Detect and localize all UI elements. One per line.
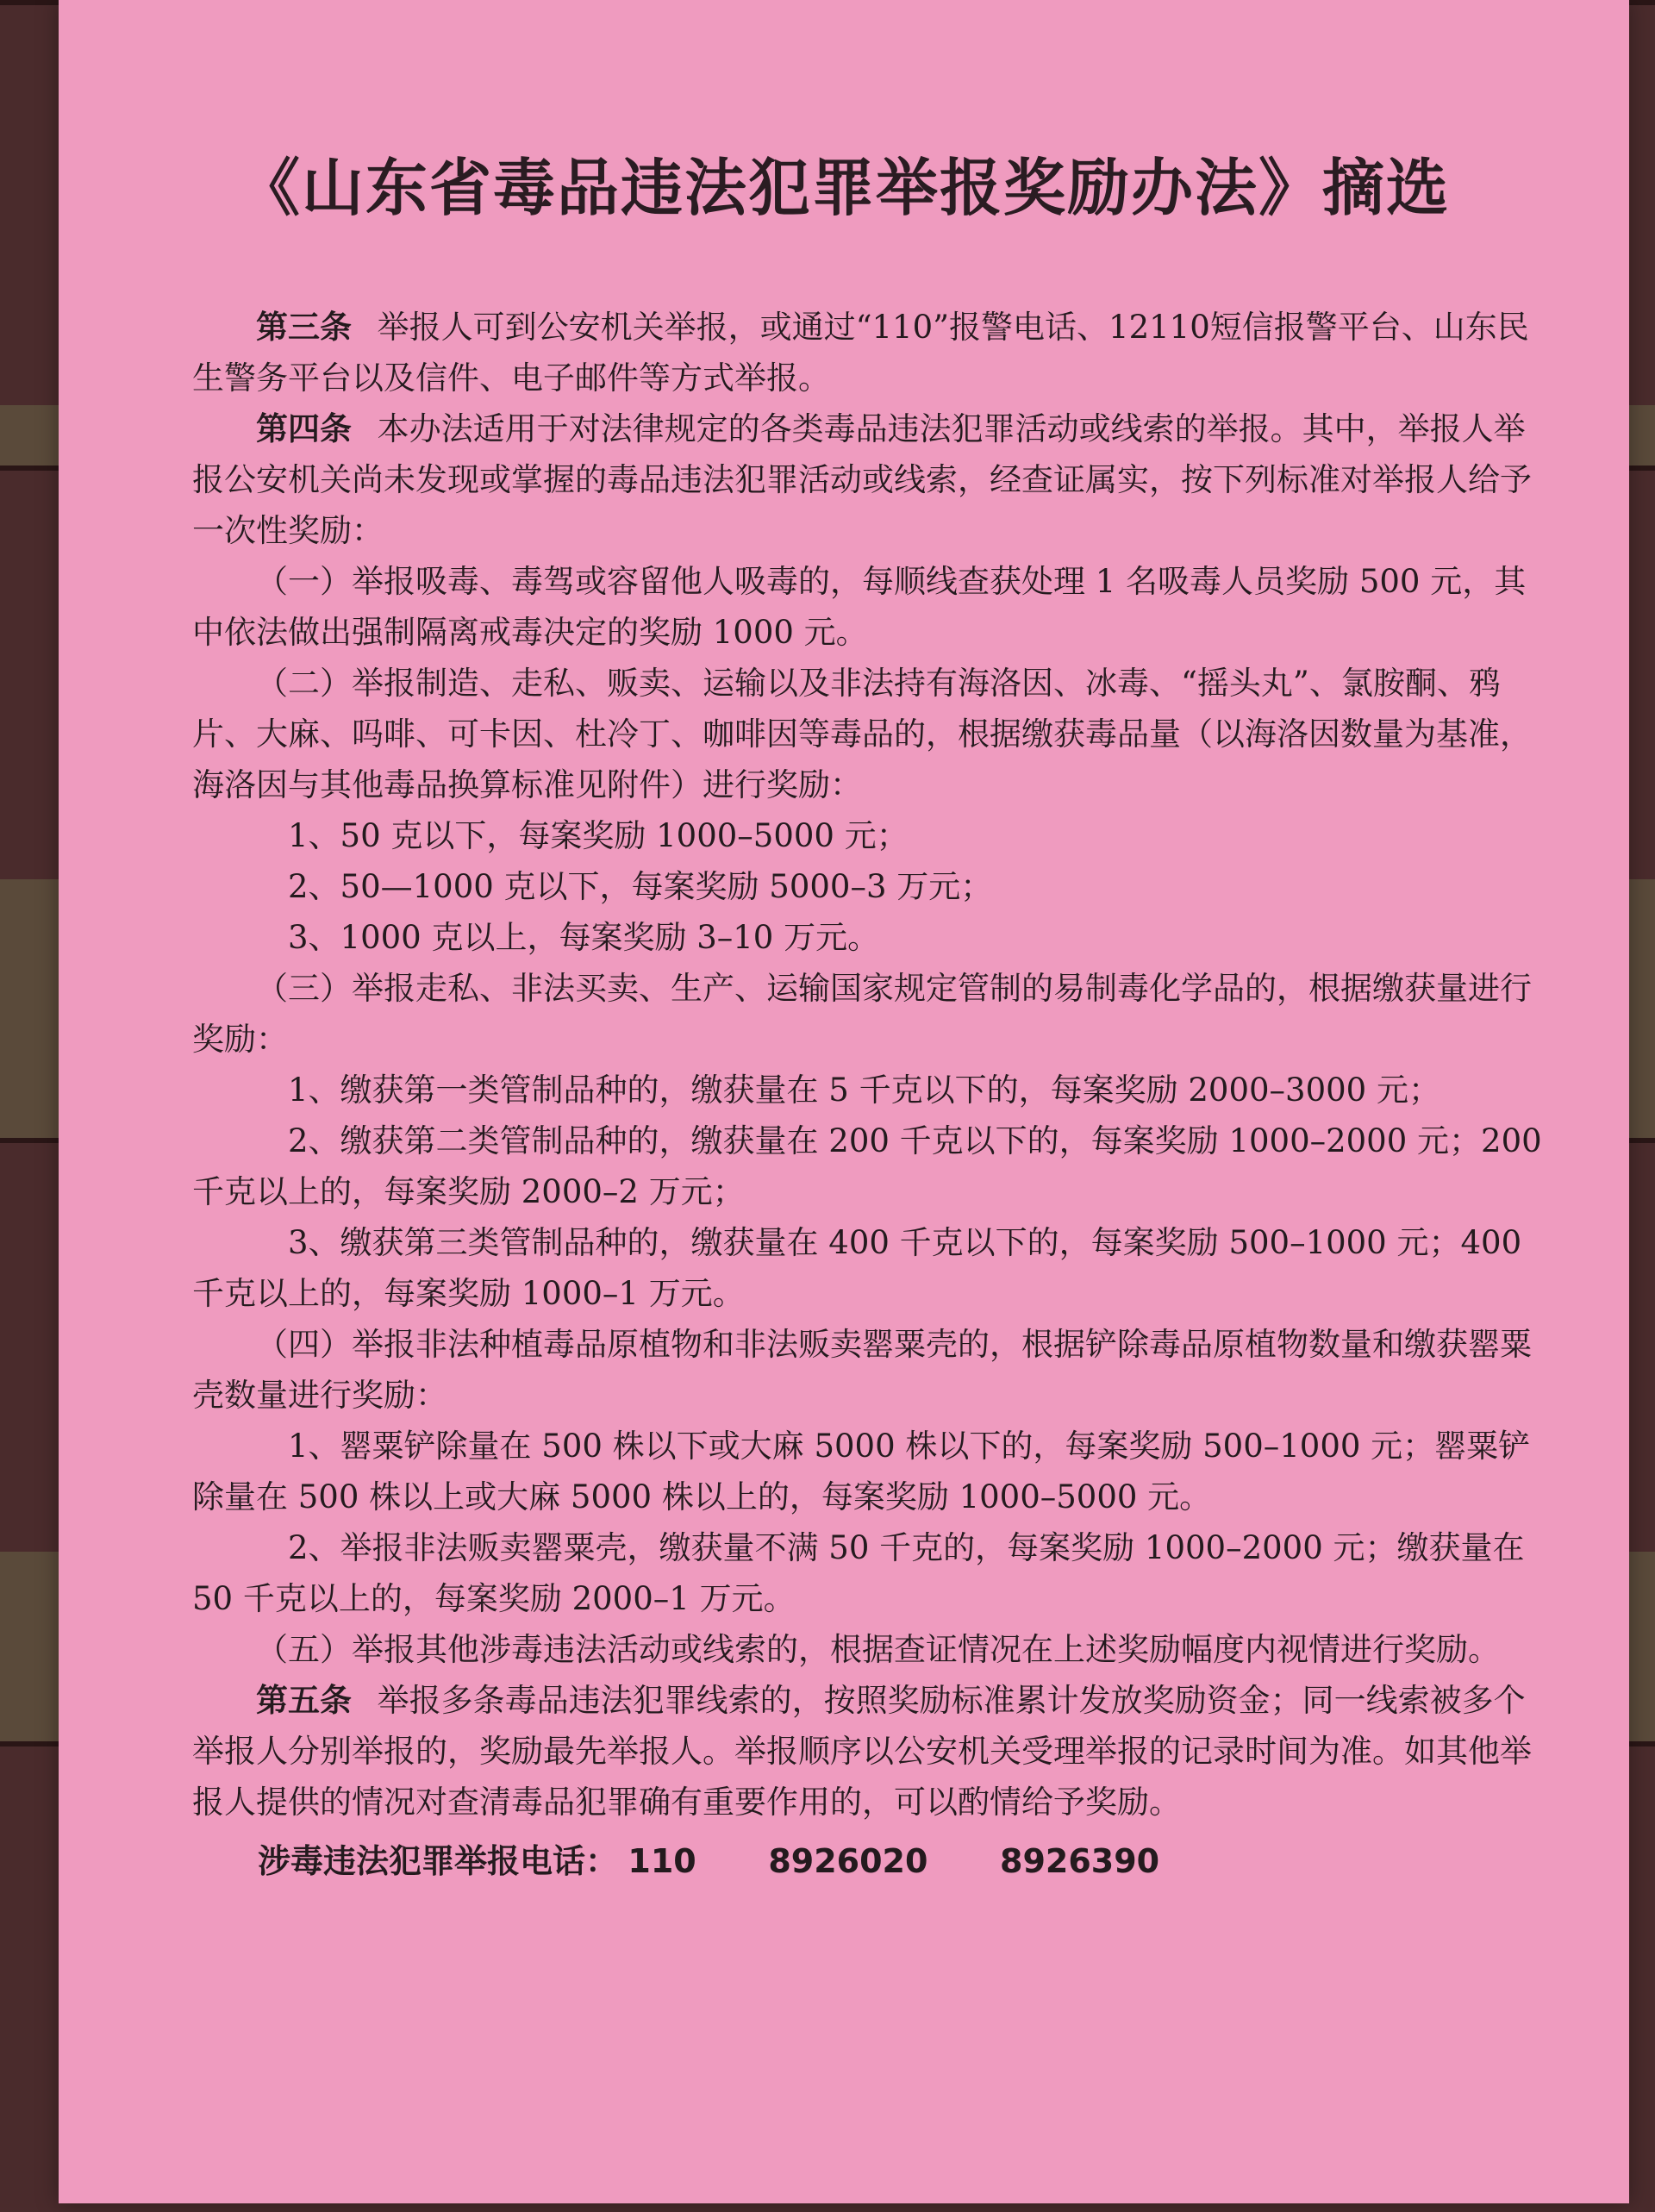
clause-3: （三）举报走私、非法买卖、生产、运输国家规定管制的易制毒化学品的，根据缴获量进行奖励： xyxy=(192,970,1532,1058)
page-title: 《山东省毒品违法犯罪举报奖励办法》摘选 xyxy=(237,152,1450,224)
article-3-label: 第三条 xyxy=(256,309,352,346)
clause-4: （四）举报非法种植毒品原植物和非法贩卖罂粟壳的，根据铲除毒品原植物数量和缴获罂粟壳数量进行奖励： xyxy=(192,1326,1532,1414)
clause-3-item-2: 2、缴获第二类管制品种的，缴获量在 200 千克以下的，每案奖励 1000–2000 元；200 千克以上的，每案奖励 2000–2 万元； xyxy=(192,1122,1542,1210)
clause-2: （二）举报制造、走私、贩卖、运输以及非法持有海洛因、冰毒、“摇头丸”、氯胺酮、鸦片、大麻、吗啡、可卡因、杜冷丁、咖啡因等毒品的，根据缴获毒品量（以海洛因数量为基准，海洛因与其他毒品换算标准见附件）进行奖励： xyxy=(192,665,1532,803)
clause-2-item-3: 3、1000 克以上，每案奖励 3–10 万元。 xyxy=(288,919,880,956)
clause-4-item-1: 1、罂粟铲除量在 500 株以下或大麻 5000 株以下的，每案奖励 500–1000 元；罂粟铲除量在 500 株以上或大麻 5000 株以上的，每案奖励 1000–5000 元。 xyxy=(192,1428,1531,1515)
article-3 xyxy=(192,302,1554,403)
article-4-text: 本办法适用于对法律规定的各类毒品违法犯罪活动或线索的举报。其中，举报人举报公安机关尚未发现或掌握的毒品违法犯罪活动或线索，经查证属实，按下列标准对举报人给予一次性奖励： xyxy=(192,410,1532,549)
article-4 xyxy=(192,403,1554,556)
notice-body xyxy=(192,302,1554,1887)
hotline-line xyxy=(192,1836,1554,1887)
hotline-number-2: 8926020 xyxy=(768,1842,928,1880)
clause-1: （一）举报吸毒、毒驾或容留他人吸毒的，每顺线查获处理 1 名吸毒人员奖励 500 元，其中依法做出强制隔离戒毒决定的奖励 1000 元。 xyxy=(192,563,1527,651)
clause-3-item-3: 3、缴获第三类管制品种的，缴获量在 400 千克以下的，每案奖励 500–1000 元；400 千克以上的，每案奖励 1000–1 万元。 xyxy=(192,1224,1522,1312)
clause-2-item-1: 1、50 克以下，每案奖励 1000–5000 元； xyxy=(288,817,909,854)
article-4-label: 第四条 xyxy=(256,410,352,447)
notice-paper xyxy=(59,0,1629,2203)
article-5-text: 举报多条毒品违法犯罪线索的，按照奖励标准累计发放奖励资金；同一线索被多个举报人分别举报的，奖励最先举报人。举报顺序以公安机关受理举报的记录时间为准。如其他举报人提供的情况对查清毒品犯罪确有重要作用的，可以酌情给予奖励。 xyxy=(192,1682,1532,1821)
hotline-number-3: 8926390 xyxy=(1000,1842,1160,1880)
article-5-label: 第五条 xyxy=(256,1682,352,1719)
hotline-label: 涉毒违法犯罪举报电话： xyxy=(258,1842,619,1880)
hotline-number-110: 110 xyxy=(628,1842,696,1880)
clause-3-item-1: 1、缴获第一类管制品种的，缴获量在 5 千克以下的，每案奖励 2000–3000 元； xyxy=(288,1072,1440,1109)
clause-5: （五）举报其他涉毒违法活动或线索的，根据查证情况在上述奖励幅度内视情进行奖励。 xyxy=(256,1631,1500,1668)
clause-4-item-2: 2、举报非法贩卖罂粟壳，缴获量不满 50 千克的，每案奖励 1000–2000 元；缴获量在 50 千克以上的，每案奖励 2000–1 万元。 xyxy=(192,1529,1525,1617)
clause-2-item-2: 2、50—1000 克以下，每案奖励 5000–3 万元； xyxy=(288,868,993,905)
article-5 xyxy=(192,1675,1554,1828)
article-3-text: 举报人可到公安机关举报，或通过“110”报警电话、12110短信报警平台、山东民生警务平台以及信件、电子邮件等方式举报。 xyxy=(192,309,1529,397)
